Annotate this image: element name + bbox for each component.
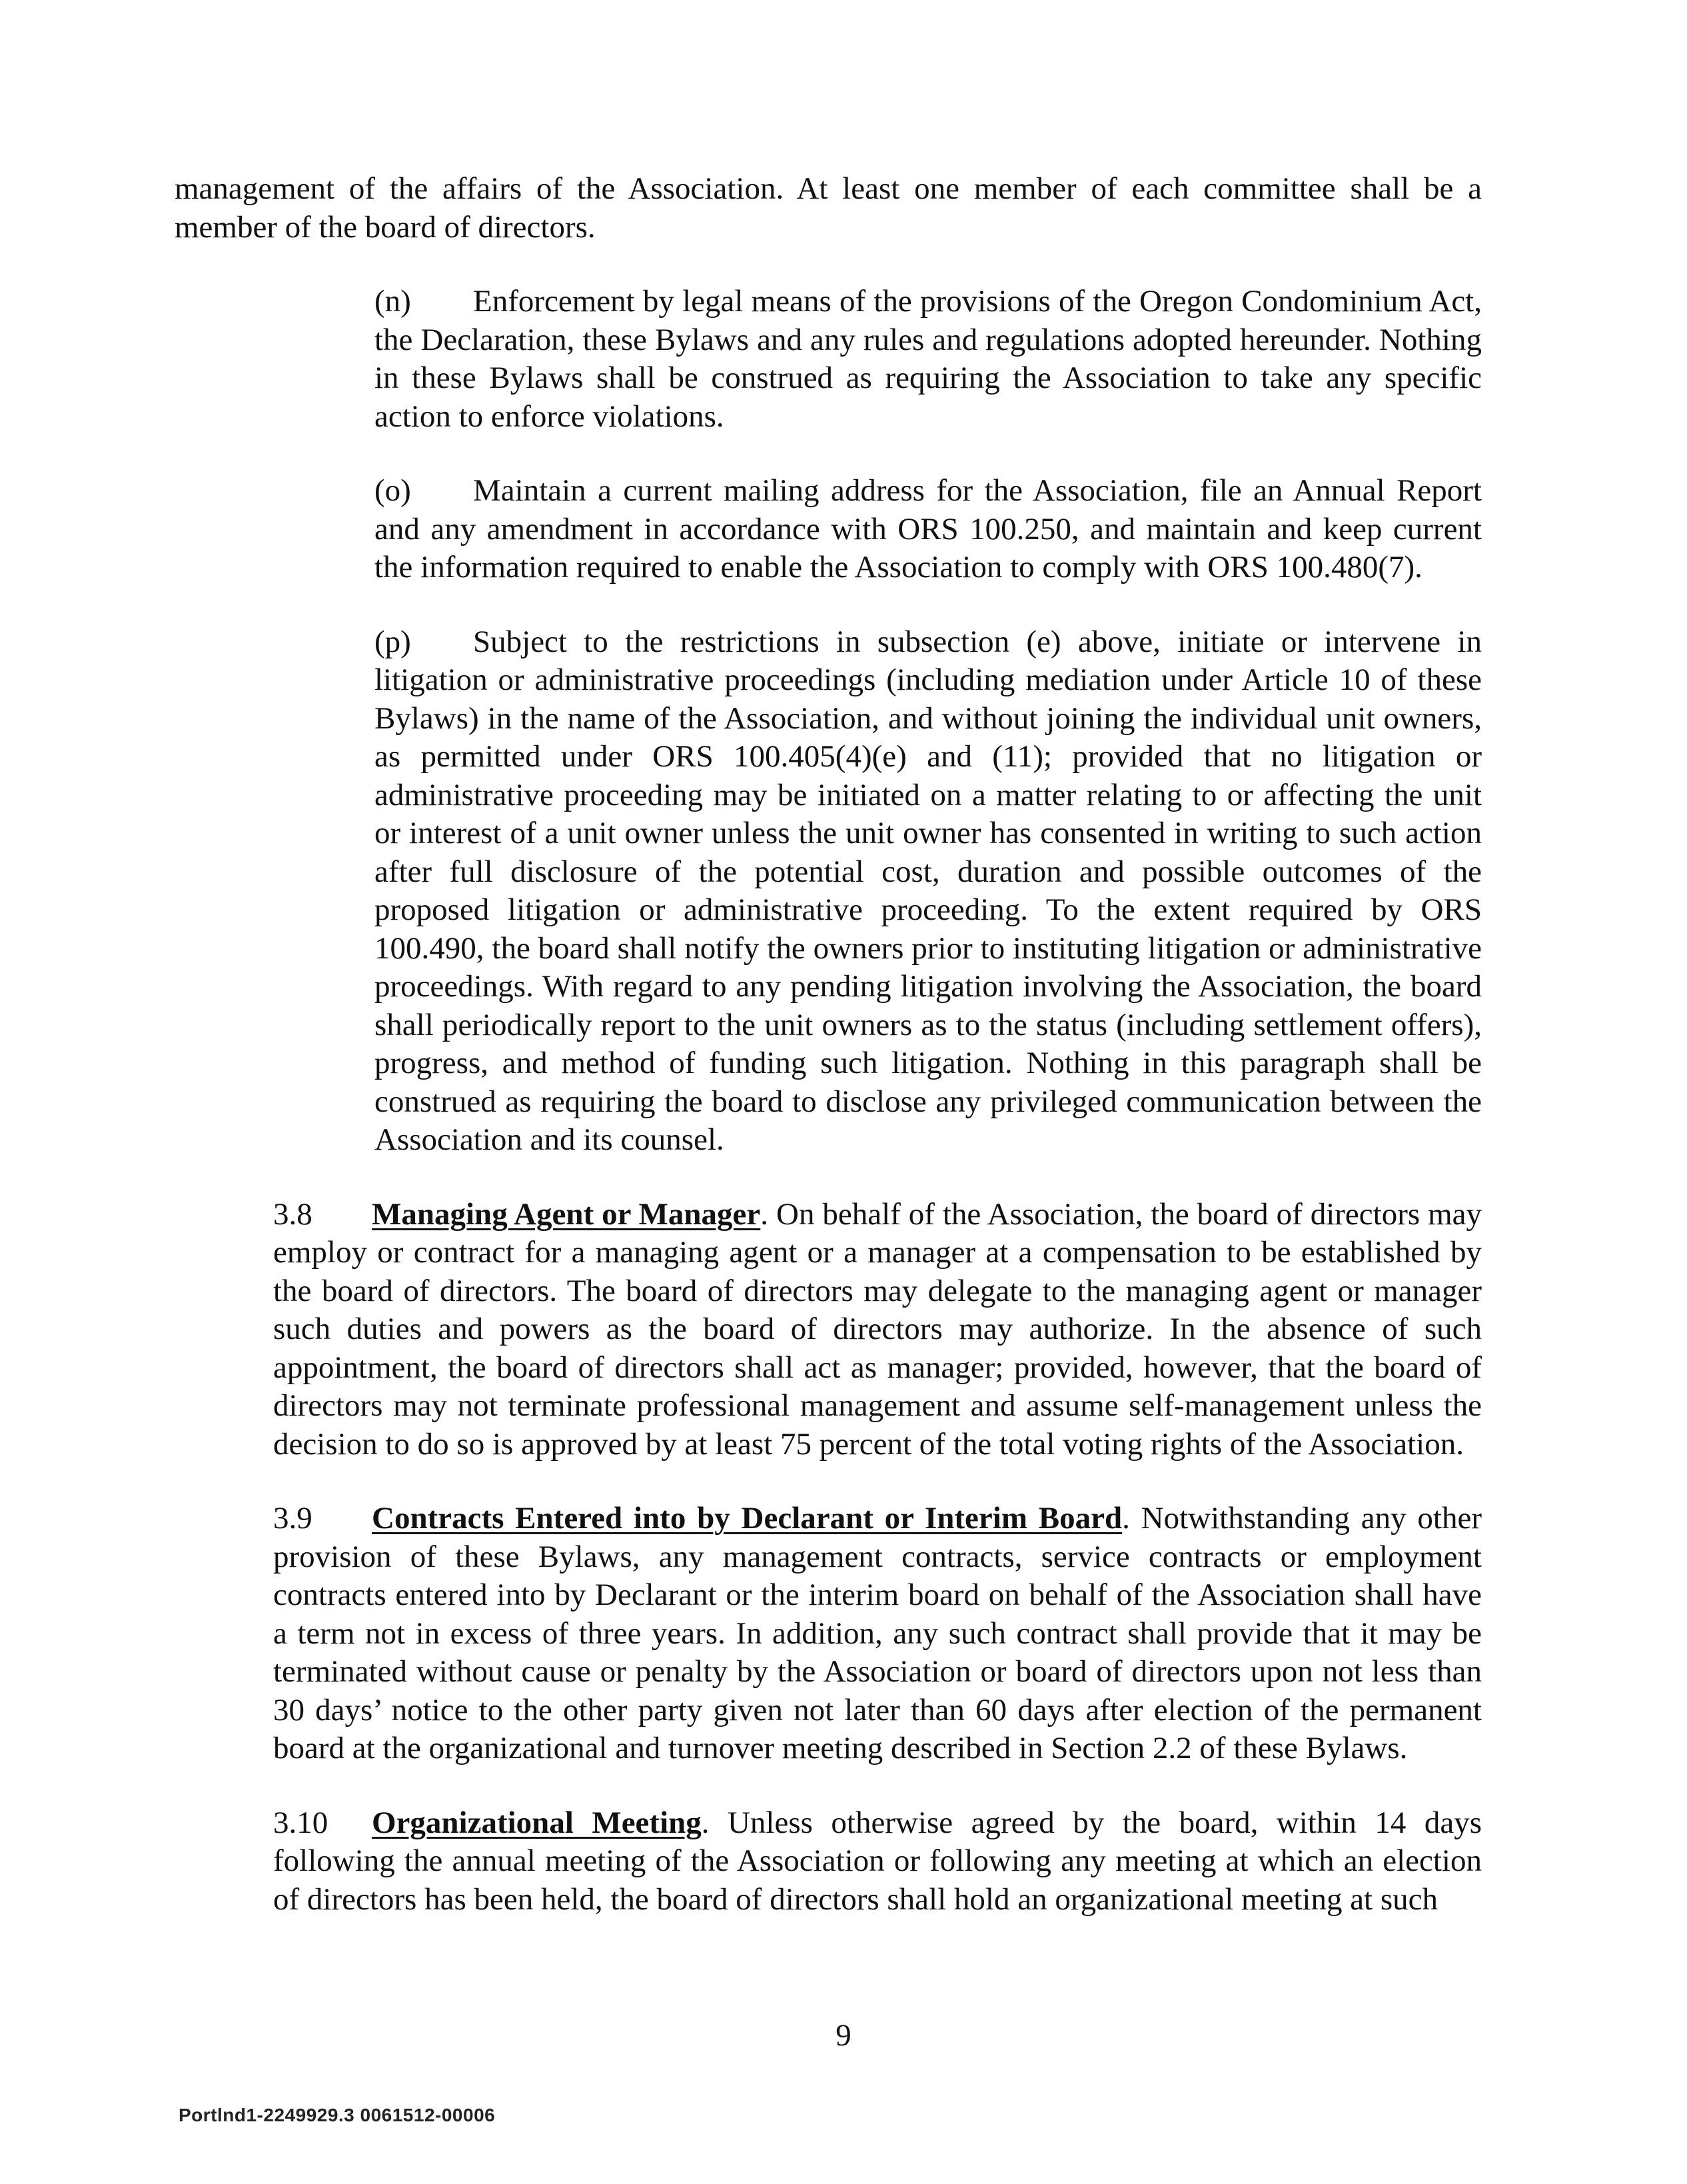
section-heading: Organizational Meeting	[372, 1805, 702, 1840]
section-heading: Managing Agent or Manager	[372, 1196, 761, 1232]
subsection-label: (n)	[374, 284, 411, 319]
section-number: 3.8	[273, 1196, 312, 1232]
subsection-n	[175, 283, 1482, 436]
section-number: 3.9	[273, 1501, 312, 1536]
continuation-text: management of the affairs of the Association. At least one member of each committee shall be a member of the board of directors.	[175, 171, 1482, 245]
subsection-text: Subject to the restrictions in subsection (e) above, initiate or intervene in litigation or administrative proceedings (including mediation under Article 10 of these Bylaws) in the name of the Association, and without joining the individual unit owners, as permitted under ORS 100.405(4)(e) and (11); provided that no litigation or administrative proceeding may be initiated on a matter relating to or affecting the unit or interest of a unit owner unless the unit owner has consented in writing to such action after full disclosure of the potential cost, duration and possible outcomes of the proposed litigation or administrative proceeding. To the extent required by ORS 100.490, the board shall notify the owners prior to instituting litigation or administrative proceedings. With regard to any pending litigation involving the Association, the board shall periodically report to the unit owners as to the status (including settlement offers), progress, and method of funding such litigation. Nothing in this paragraph shall be construed as requiring the board to disclose any privileged communication between the Association and its counsel.	[374, 624, 1482, 1157]
section-number: 3.10	[273, 1805, 328, 1840]
page-number: 9	[836, 2018, 851, 2053]
subsection-label: (o)	[374, 473, 411, 508]
subsection-text: Enforcement by legal means of the provisions of the Oregon Condominium Act, the Declaration, these Bylaws and any rules and regulations adopted hereunder. Nothing in these Bylaws shall be construed as requiring the Association to take any specific action to enforce violations.	[374, 284, 1482, 434]
subsection-text: Maintain a current mailing address for the Association, file an Annual Report and any amendment in accordance with ORS 100.250, and maintain and keep current the information required to enable the Association to comply with ORS 100.480(7).	[374, 473, 1482, 584]
section-text: . Unless otherwise agreed by the board, within 14 days following the annual meeting of the Association or following any meeting at which an election of directors has been held, the board of directors shall hold an organizational meeting at such	[273, 1805, 1482, 1917]
section-3-9	[175, 1500, 1482, 1768]
section-heading: Contracts Entered into by Declarant or Interim Board	[372, 1501, 1123, 1536]
subsection-label: (p)	[374, 624, 411, 659]
footer-document-id: Portlnd1-2249929.3 0061512-00006	[179, 2105, 496, 2125]
subsection-p	[175, 623, 1482, 1160]
section-text: . On behalf of the Association, the board of directors may employ or contract for a managing agent or a manager at a compensation to be established by the board of directors. The board of directors may delegate to the managing agent or manager such duties and powers as the board of directors may authorize. In the absence of such appointment, the board of directors shall act as manager; provided, however, that the board of directors may not terminate professional management and assume self-management unless the decision to do so is approved by at least 75 percent of the total voting rights of the Association.	[273, 1196, 1482, 1462]
document-body	[175, 170, 1482, 1955]
section-3-10	[175, 1804, 1482, 1919]
section-text: . Notwithstanding any other provision of these Bylaws, any management contracts, service contracts or employment contracts entered into by Declarant or the interim board on behalf of the Association shall have a term not in excess of three years. In addition, any such contract shall provide that it may be terminated without cause or penalty by the Association or board of directors upon not less than 30 days’ notice to the other party given not later than 60 days after election of the permanent board at the organizational and turnover meeting described in Section 2.2 of these Bylaws.	[273, 1501, 1482, 1765]
subsection-o	[175, 472, 1482, 587]
continuation-paragraph	[175, 170, 1482, 247]
section-3-8	[175, 1196, 1482, 1464]
